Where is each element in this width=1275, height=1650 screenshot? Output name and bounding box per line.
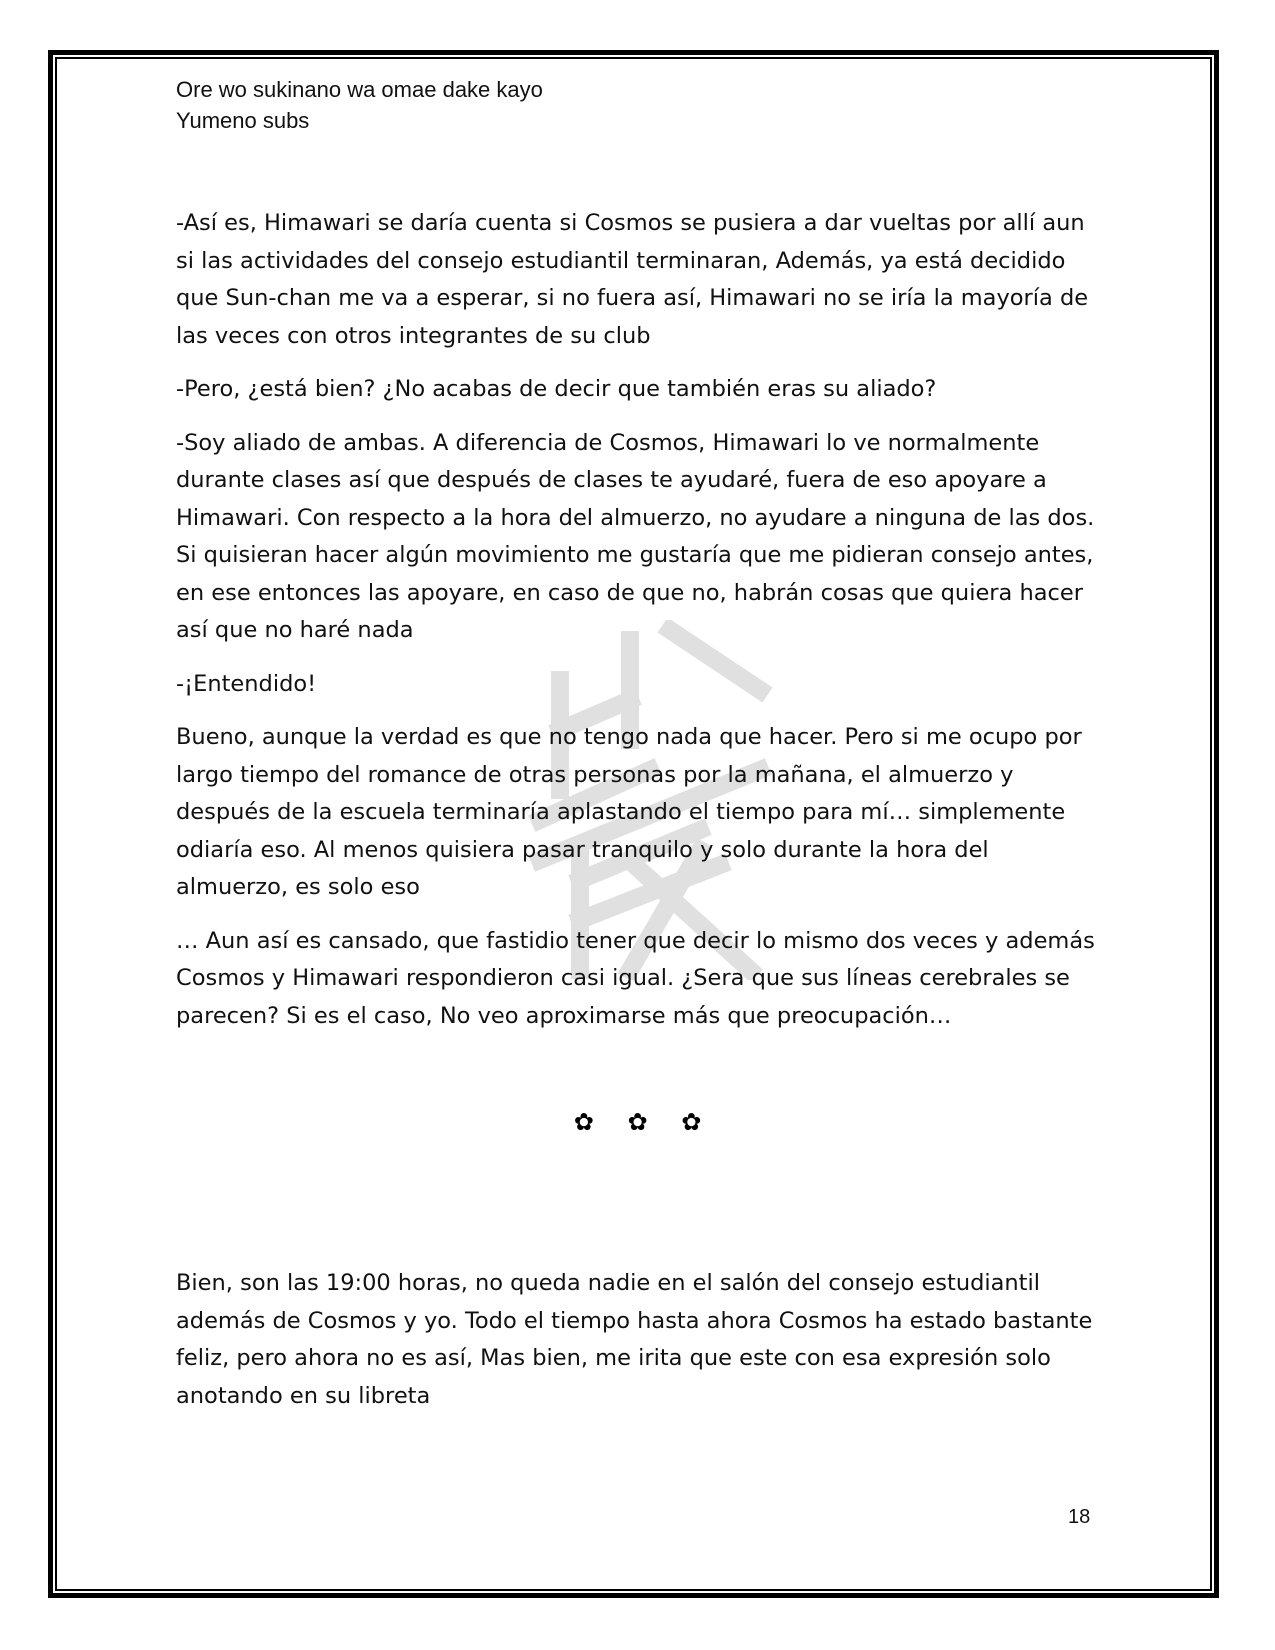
flower-icon: ✿ <box>681 1108 702 1136</box>
header-title: Ore wo sukinano wa omae dake kayo <box>176 77 543 102</box>
page-header <box>176 74 543 136</box>
paragraph: -Soy aliado de ambas. A diferencia de Cosmos, Himawari lo ve normalmente durante clases así que después de clases te ayudaré, fuera de eso apoyare a Himawari. Con respecto a la hora del almuerzo, no ayudare a ninguna de las dos. Si quisieran hacer algún movimiento me gustaría que me pidieran consejo antes, en ese entonces las apoyare, en caso de que no, habrán cosas que quiera hacer así que no haré nada <box>176 429 1095 643</box>
second-text-block <box>176 1265 1106 1431</box>
paragraph: -Pero, ¿está bien? ¿No acabas de decir que también eras su aliado? <box>176 376 937 402</box>
main-text-block <box>176 205 1106 1051</box>
paragraph: -Así es, Himawari se daría cuenta si Cosmos se pusiera a dar vueltas por allí aun si las actividades del consejo estudiantil terminaran, Además, ya está decidido que Sun-chan me va a esperar, si no fuera así, Himawari no se iría la mayoría de las veces con otros integrantes de su club <box>176 210 1089 349</box>
flower-icon: ✿ <box>573 1108 594 1136</box>
paragraph: -¡Entendido! <box>176 670 317 697</box>
header-group: Yumeno subs <box>176 108 310 133</box>
paragraph: … Aun así es cansado, que fastidio tener que decir lo mismo dos veces y además Cosmos y Himawari respondieron casi igual. ¿Sera que sus líneas cerebrales se parecen? Si es el caso, No veo aproximarse más que preocupación… <box>176 927 1095 1029</box>
page-number: 18 <box>1068 1506 1091 1528</box>
paragraph: Bien, son las 19:00 horas, no queda nadie en el salón del consejo estudiantil además de Cosmos y yo. Todo el tiempo hasta ahora Cosmos ha estado bastante feliz, pero ahora no es así, Mas bien, me irita que este con esa expresión solo anotando en su libreta <box>176 1270 1093 1409</box>
paragraph: Bueno, aunque la verdad es que no tengo nada que hacer. Pero si me ocupo por largo tiempo del romance de otras personas por la mañana, el almuerzo y después de la escuela terminaría aplastando el tiempo para mí… simplemente odiaría eso. Al menos quisiera pasar tranquilo y solo durante la hora del almuerzo, es solo eso <box>176 724 1082 900</box>
flower-icon: ✿ <box>627 1108 648 1136</box>
